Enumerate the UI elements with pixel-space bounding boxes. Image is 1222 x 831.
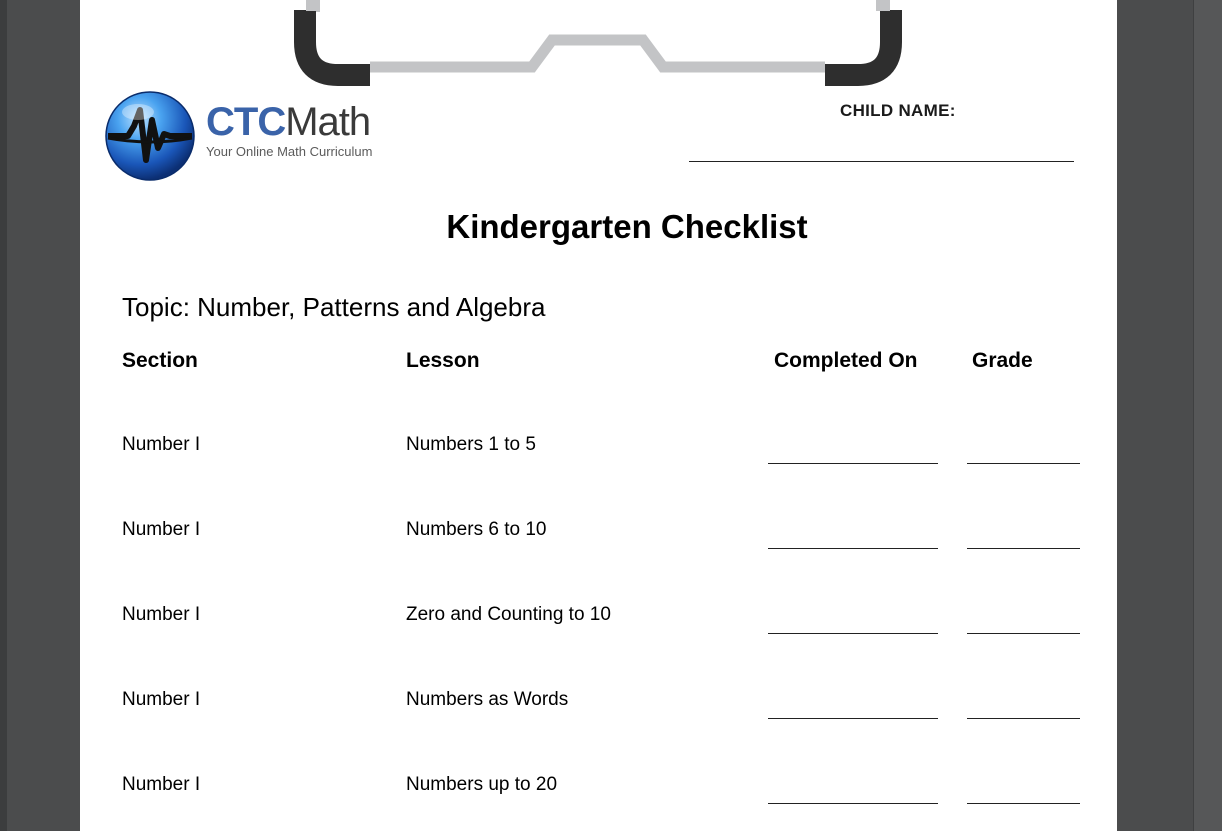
logo-wordmark <box>206 100 370 144</box>
ctcmath-logo <box>104 90 404 182</box>
grade-blank <box>967 463 1080 464</box>
document-title: Kindergarten Checklist <box>446 208 808 245</box>
row-section: Number I <box>122 434 201 455</box>
completed-on-blank <box>768 463 938 464</box>
row-section: Number I <box>122 689 201 710</box>
grade-blank <box>967 633 1080 634</box>
row-lesson: Numbers 6 to 10 <box>406 519 547 540</box>
completed-on-blank <box>768 633 938 634</box>
child-name-label: CHILD NAME: <box>840 101 956 120</box>
topic-title: Topic: Number, Patterns and Algebra <box>122 292 546 322</box>
child-name-blank <box>689 161 1074 162</box>
column-header-lesson: Lesson <box>406 349 480 372</box>
completed-on-blank <box>768 718 938 719</box>
completed-on-blank <box>768 548 938 549</box>
logo-ctc: CTC <box>206 100 286 144</box>
vertical-scrollbar[interactable] <box>1193 0 1222 831</box>
row-lesson: Numbers up to 20 <box>406 774 558 795</box>
column-header-completed-on: Completed On <box>774 349 918 372</box>
completed-on-blank <box>768 803 938 804</box>
logo-math: Math <box>285 100 371 144</box>
row-lesson: Zero and Counting to 10 <box>406 604 611 625</box>
grade-blank <box>967 548 1080 549</box>
viewer-left-edge <box>0 0 7 831</box>
table-row <box>80 774 1117 814</box>
row-lesson: Numbers as Words <box>406 689 569 710</box>
grade-blank <box>967 718 1080 719</box>
grade-blank <box>967 803 1080 804</box>
table-row <box>80 434 1117 474</box>
table-row <box>80 519 1117 559</box>
logo-globe-icon <box>104 90 196 182</box>
row-section: Number I <box>122 774 201 795</box>
column-header-grade: Grade <box>972 349 1033 372</box>
row-lesson: Numbers 1 to 5 <box>406 434 536 455</box>
document-page <box>80 0 1117 831</box>
row-section: Number I <box>122 604 201 625</box>
logo-tagline: Your Online Math Curriculum <box>206 144 373 159</box>
clipboard-clip-graphic <box>80 0 1117 90</box>
row-section: Number I <box>122 519 201 540</box>
column-header-section: Section <box>122 349 198 372</box>
table-row <box>80 689 1117 729</box>
table-row <box>80 604 1117 644</box>
